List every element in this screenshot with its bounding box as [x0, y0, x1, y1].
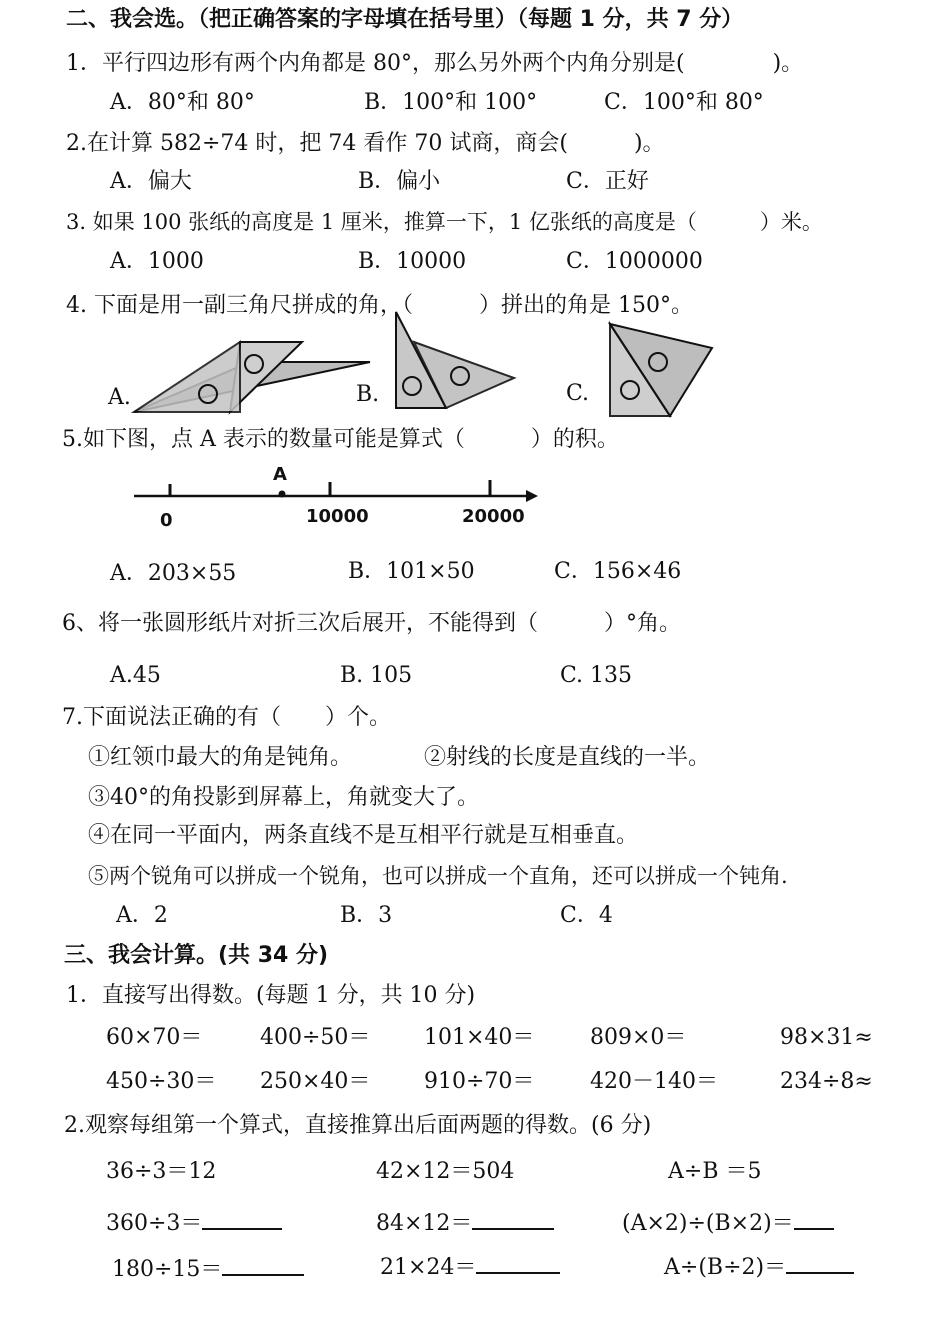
number-line-tick-20000: 20000	[462, 506, 525, 527]
calc-r2-c3: 910÷70＝	[424, 1069, 535, 1094]
calc-r1-c3: 101×40＝	[424, 1025, 535, 1050]
set-square-figure-b	[390, 308, 520, 412]
question-2-stem: 2.在计算 582÷74 时，把 74 看作 70 试商，商会( )。	[66, 131, 665, 156]
question-2-option-a: A．偏大	[110, 169, 192, 194]
question-4-stem: 4. 下面是用一副三角尺拼成的角，（ ）拼出的角是 150°。	[66, 293, 693, 318]
question-2-option-b: B．偏小	[358, 169, 441, 194]
calc-r1-c4: 809×0＝	[590, 1025, 687, 1050]
answer-blank[interactable]	[786, 1250, 854, 1274]
question-3-option-b: B．10000	[358, 249, 467, 274]
calc-r1-c5: 98×31≈	[780, 1025, 873, 1050]
question-1-option-a: A．80°和 80°	[110, 90, 255, 115]
derive-group3-q2	[664, 1250, 854, 1282]
number-line-tick-0: 0	[160, 510, 173, 531]
question-7-option-c: C．4	[560, 903, 613, 928]
question-7-statement-3: ③40°的角投影到屏幕上，角就变大了。	[88, 785, 479, 810]
question-7-option-a: A．2	[116, 903, 168, 928]
question-6-option-b: B. 105	[340, 663, 413, 688]
question-7-statement-5: ⑤两个锐角可以拼成一个锐角，也可以拼成一个直角，还可以拼成一个钝角.	[88, 864, 788, 888]
number-line-tick-10000: 10000	[306, 506, 369, 527]
question-6-stem: 6、将一张圆形纸片对折三次后展开，不能得到（ ）°角。	[62, 611, 681, 636]
derive-group1-q1-text: 360÷3＝	[106, 1211, 203, 1236]
answer-blank[interactable]	[222, 1252, 304, 1276]
question-7-statement-1: ①红领巾最大的角是钝角。	[88, 745, 353, 770]
question-5-stem: 5.如下图，点 A 表示的数量可能是算式（ ）的积。	[62, 427, 619, 452]
derive-group2-q1-text: 84×12＝	[376, 1211, 473, 1236]
answer-blank[interactable]	[472, 1206, 554, 1230]
number-line-point-a-label: A	[273, 464, 287, 485]
question-3-stem: 3. 如果 100 张纸的高度是 1 厘米，推算一下，1 亿张纸的高度是（ ）米。	[66, 210, 823, 234]
set-square-figure-c	[606, 318, 718, 420]
question-7-statement-4: ④在同一平面内，两条直线不是互相平行就是互相垂直。	[88, 823, 639, 848]
question-6-option-c: C. 135	[560, 663, 633, 688]
derive-group2-given: 42×12＝504	[376, 1159, 515, 1184]
question-4-option-c: C.	[566, 381, 590, 406]
question-1-option-b: B．100°和 100°	[364, 90, 538, 115]
calc-r2-c1: 450÷30＝	[106, 1069, 217, 1094]
set-square-figure-a	[130, 338, 310, 418]
question-1-option-c: C．100°和 80°	[604, 90, 764, 115]
question-4-option-b: B.	[356, 382, 380, 407]
question-5-option-b: B．101×50	[348, 559, 475, 584]
section-3-title: 三、我会计算。(共 34 分)	[64, 943, 329, 968]
question-7-stem: 7.下面说法正确的有（ ）个。	[62, 705, 391, 730]
question-3-option-a: A．1000	[110, 249, 204, 274]
derive-group1-q1	[106, 1206, 282, 1238]
question-3-option-c: C．1000000	[566, 249, 703, 274]
part-2-title: 2.观察每组第一个算式，直接推算出后面两题的得数。(6 分)	[64, 1113, 652, 1138]
calc-r2-c4: 420－140＝	[590, 1069, 718, 1094]
part-1-title: 1．直接写出得数。(每题 1 分，共 10 分)	[66, 983, 476, 1008]
derive-group1-given: 36÷3＝12	[106, 1159, 217, 1184]
derive-group2-q2-text: 21×24＝	[380, 1255, 477, 1280]
question-7-statement-2: ②射线的长度是直线的一半。	[424, 745, 711, 770]
number-line	[130, 460, 550, 532]
derive-group1-q2	[112, 1252, 304, 1284]
derive-group3-q1	[622, 1206, 834, 1238]
section-2-title: 二、我会选。（把正确答案的字母填在括号里）（每题 1 分，共 7 分）	[66, 7, 744, 32]
derive-group2-q2	[380, 1250, 560, 1282]
calc-r1-c1: 60×70＝	[106, 1025, 203, 1050]
answer-blank[interactable]	[476, 1250, 560, 1274]
derive-group1-q2-text: 180÷15＝	[112, 1257, 223, 1282]
derive-group3-q2-text: A÷(B÷2)＝	[664, 1255, 787, 1280]
question-5-option-a: A．203×55	[110, 561, 237, 586]
question-7-option-b: B．3	[340, 903, 393, 928]
derive-group3-given: A÷B ＝5	[668, 1159, 762, 1184]
calc-r2-c2: 250×40＝	[260, 1069, 371, 1094]
calc-r1-c2: 400÷50＝	[260, 1025, 371, 1050]
answer-blank[interactable]	[202, 1206, 282, 1230]
question-6-option-a: A.45	[110, 663, 161, 688]
derive-group2-q1	[376, 1206, 554, 1238]
question-2-option-c: C．正好	[566, 169, 649, 194]
question-5-option-c: C．156×46	[554, 559, 682, 584]
answer-blank[interactable]	[794, 1206, 834, 1230]
question-1-stem: 1．平行四边形有两个内角都是 80°，那么另外两个内角分别是( )。	[66, 51, 804, 76]
calc-r2-c5: 234÷8≈	[780, 1069, 873, 1094]
derive-group3-q1-text: (A×2)÷(B×2)＝	[622, 1211, 794, 1236]
question-4-option-a: A.	[108, 385, 131, 410]
number-line-point-a	[279, 491, 286, 498]
